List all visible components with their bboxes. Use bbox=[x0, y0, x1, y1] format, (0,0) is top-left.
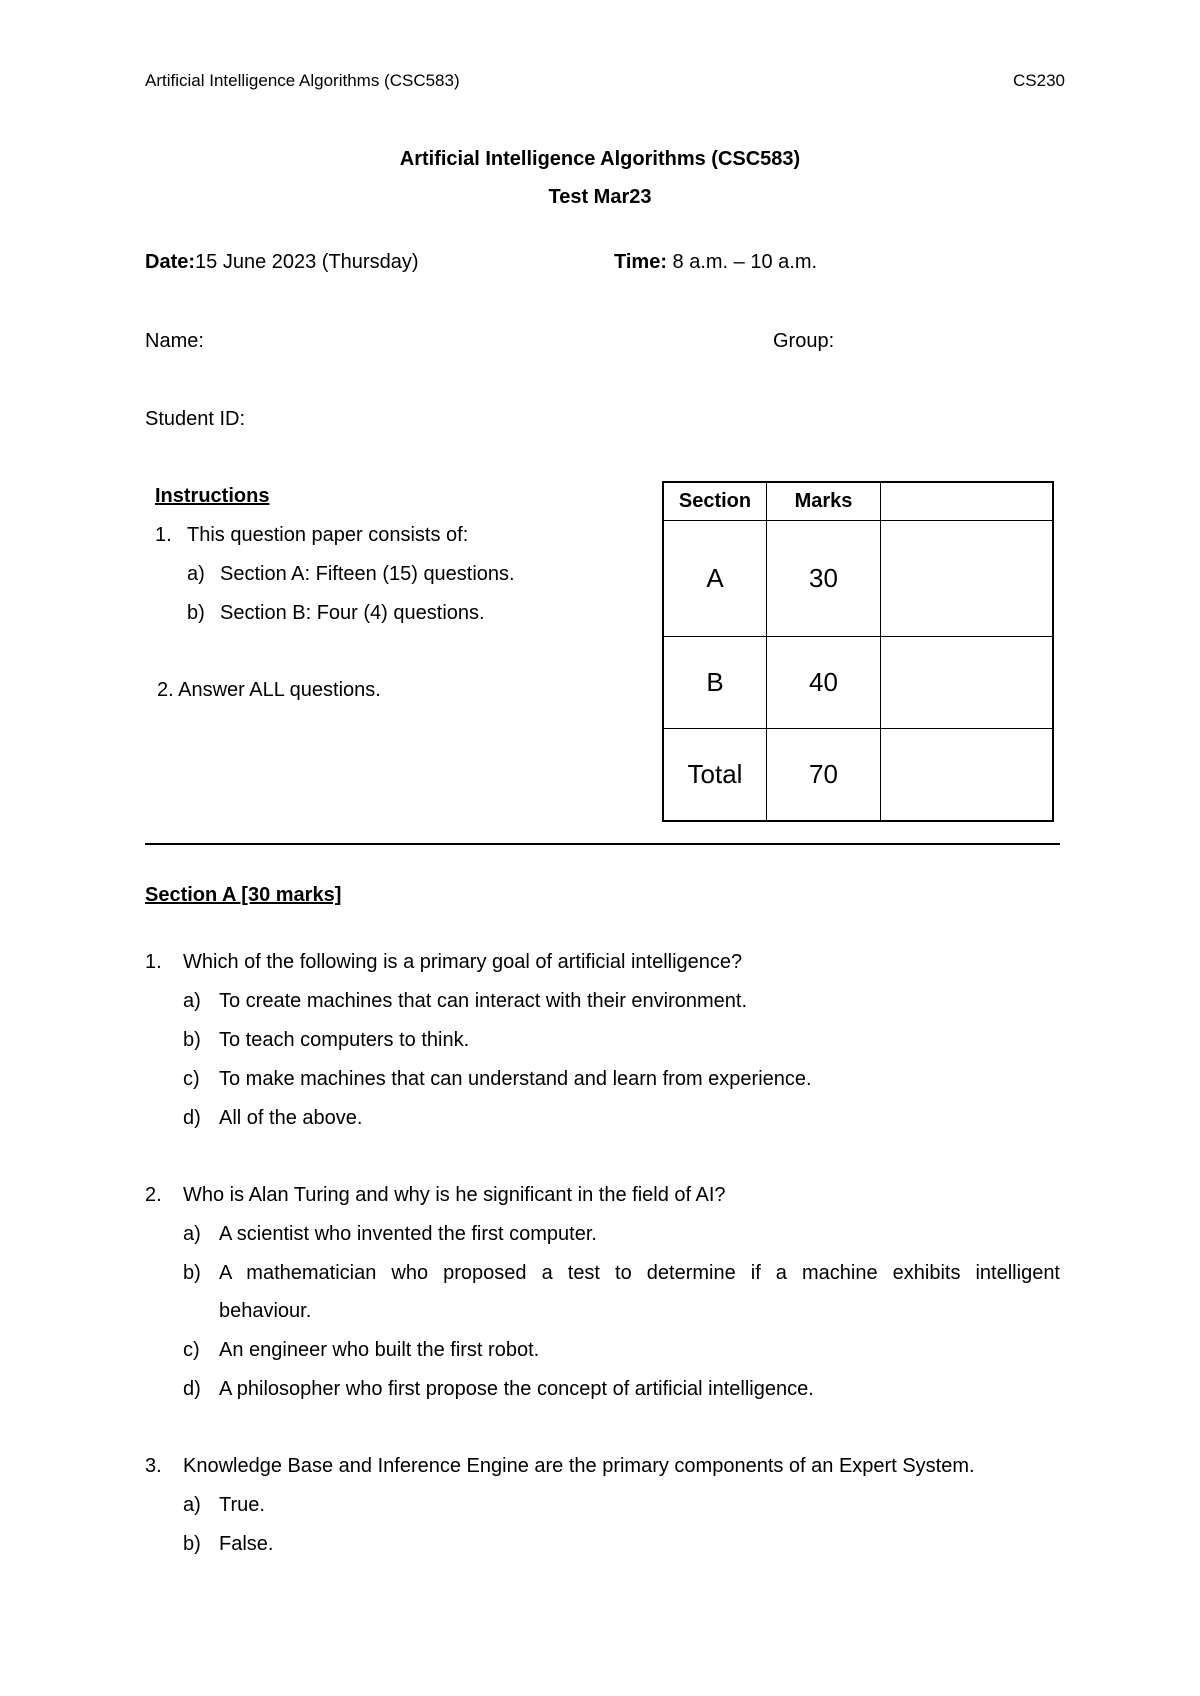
marks-table-header-marks: Marks bbox=[767, 482, 881, 521]
marks-table-score-cell bbox=[881, 521, 1054, 637]
marks-table bbox=[662, 481, 1054, 822]
marks-table-header-row bbox=[663, 482, 1053, 521]
time-label: Time: bbox=[614, 251, 667, 273]
marks-table-marks-cell: 70 bbox=[767, 729, 881, 821]
instruction-1b-text: Section B: Four (4) questions. bbox=[220, 602, 485, 624]
option-letter: d) bbox=[183, 1378, 201, 1400]
option-text: False. bbox=[219, 1533, 274, 1555]
marks-table-section-cell: Total bbox=[663, 729, 767, 821]
option-text: A philosopher who first propose the concept of artificial intelligence. bbox=[219, 1378, 814, 1400]
option-letter: a) bbox=[183, 990, 201, 1012]
option-letter: c) bbox=[183, 1068, 200, 1090]
instruction-1-number: 1. bbox=[155, 524, 172, 546]
time-value: 8 a.m. – 10 a.m. bbox=[666, 251, 818, 273]
option-letter: b) bbox=[183, 1029, 201, 1051]
marks-table-score-cell bbox=[881, 637, 1054, 729]
marks-table-section-cell: B bbox=[663, 637, 767, 729]
exam-title: Artificial Intelligence Algorithms (CSC583) bbox=[399, 148, 801, 170]
separator-rule bbox=[145, 843, 1060, 845]
marks-table-row bbox=[663, 521, 1053, 637]
exam-time bbox=[614, 251, 817, 274]
section-a-heading: Section A [30 marks] bbox=[145, 884, 342, 906]
question-2-text: Who is Alan Turing and why is he significant in the field of AI? bbox=[183, 1184, 726, 1206]
instruction-1a-letter: a) bbox=[187, 563, 205, 585]
option-letter: d) bbox=[183, 1107, 201, 1129]
marks-table-marks-cell: 30 bbox=[767, 521, 881, 637]
group-label: Group: bbox=[773, 330, 835, 352]
marks-table-row bbox=[663, 729, 1053, 821]
marks-table-header-section: Section bbox=[663, 482, 767, 521]
exam-date bbox=[145, 251, 418, 274]
option-letter: a) bbox=[183, 1494, 201, 1516]
option-text: A scientist who invented the first computer. bbox=[219, 1223, 597, 1245]
student-id-label: Student ID: bbox=[145, 408, 246, 430]
option-text: To make machines that can understand and learn from experience. bbox=[219, 1068, 812, 1090]
instruction-1b-letter: b) bbox=[187, 602, 205, 624]
marks-table-section-cell: A bbox=[663, 521, 767, 637]
running-header-course: Artificial Intelligence Algorithms (CSC583) bbox=[145, 71, 460, 90]
question-3-number: 3. bbox=[145, 1455, 162, 1477]
instruction-2: 2. Answer ALL questions. bbox=[157, 679, 381, 701]
option-letter: b) bbox=[183, 1262, 201, 1284]
question-2-number: 2. bbox=[145, 1184, 162, 1206]
instruction-1a-text: Section A: Fifteen (15) questions. bbox=[220, 563, 515, 585]
option-text: To teach computers to think. bbox=[219, 1029, 470, 1051]
option-text: To create machines that can interact with their environment. bbox=[219, 990, 748, 1012]
marks-table-row bbox=[663, 637, 1053, 729]
question-3-text: Knowledge Base and Inference Engine are the primary components of an Expert System. bbox=[183, 1455, 975, 1477]
exam-subtitle: Test Mar23 bbox=[548, 186, 652, 208]
marks-table-marks-cell: 40 bbox=[767, 637, 881, 729]
option-letter: b) bbox=[183, 1533, 201, 1555]
option-text: An engineer who built the first robot. bbox=[219, 1339, 540, 1361]
question-1-text: Which of the following is a primary goal of artificial intelligence? bbox=[183, 951, 743, 973]
date-label: Date: bbox=[145, 251, 196, 273]
date-value: 15 June 2023 (Thursday) bbox=[195, 251, 419, 273]
option-text: A mathematician who proposed a test to determine if a machine exhibits intelligent bbox=[219, 1262, 1060, 1284]
option-text: True. bbox=[219, 1494, 265, 1516]
instruction-1-text: This question paper consists of: bbox=[187, 524, 469, 546]
question-1-number: 1. bbox=[145, 951, 162, 973]
instructions-heading: Instructions bbox=[155, 485, 270, 507]
running-header-code: CS230 bbox=[1013, 71, 1065, 90]
option-text-continued: behaviour. bbox=[219, 1300, 312, 1322]
marks-table-score-cell bbox=[881, 729, 1054, 821]
option-letter: c) bbox=[183, 1339, 200, 1361]
marks-table-header-score bbox=[881, 482, 1054, 521]
name-label: Name: bbox=[145, 330, 204, 352]
option-text: All of the above. bbox=[219, 1107, 363, 1129]
option-letter: a) bbox=[183, 1223, 201, 1245]
